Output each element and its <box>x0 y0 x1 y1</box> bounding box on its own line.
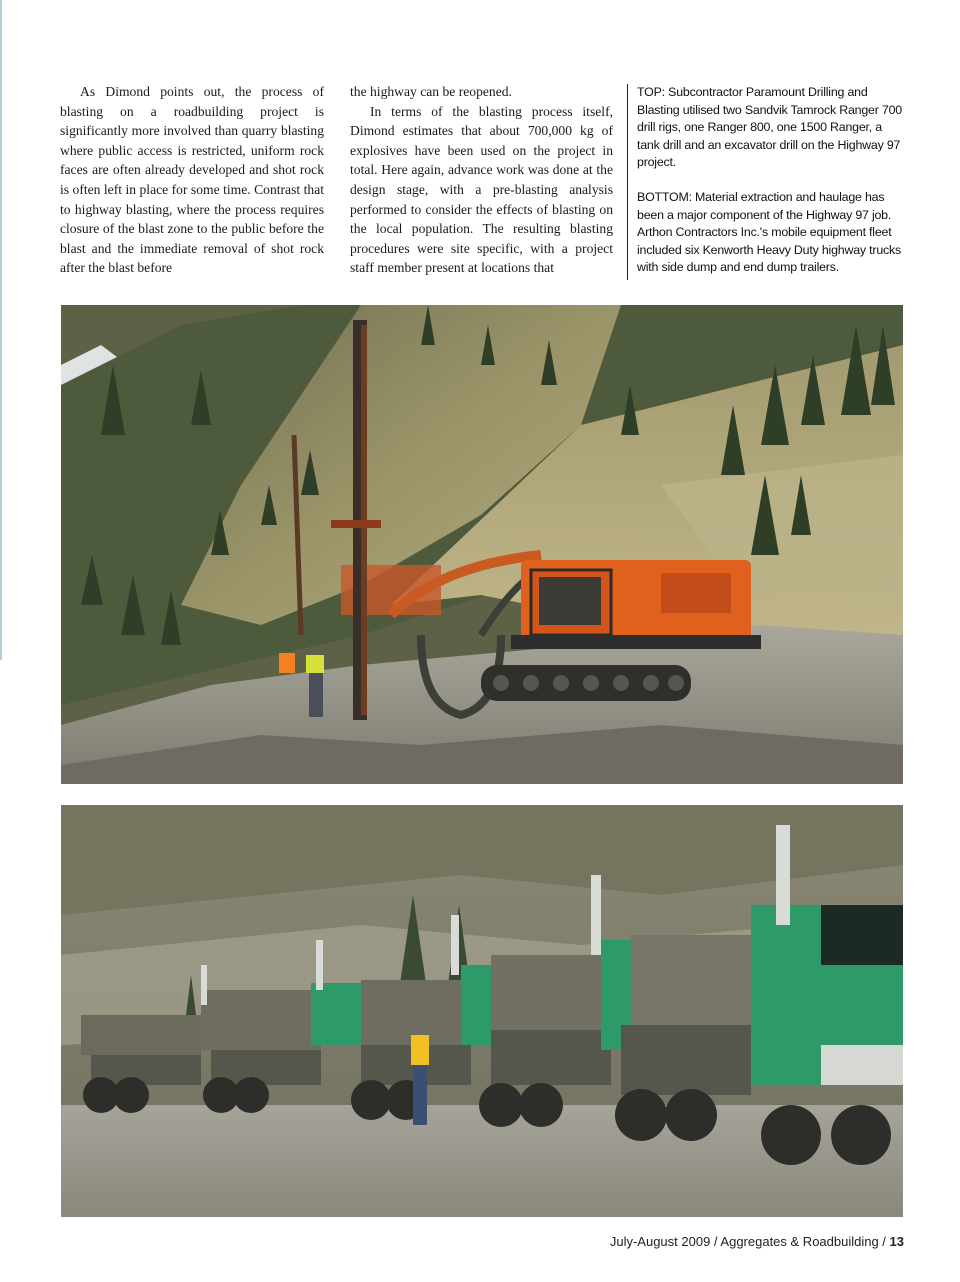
article-column-2 <box>350 82 613 278</box>
article-column-1 <box>60 82 324 278</box>
article-paragraph: In terms of the blasting process itself, Dimond estimates that about 700,000 kg of explosives have been used on the project in total. Here again, advance work was done at the design stage, with a pre-blasting analysis performed to consider the effects of blasting on the local population. The resulting blasting procedures were site specific, with a project staff member present at locations that <box>350 103 613 276</box>
photo-haul-trucks <box>61 805 903 1217</box>
caption-bottom: BOTTOM: Material extraction and haulage has been a major component of the Highway 97 job. Arthon Contractors Inc.'s mobile equipment fleet included six Kenworth Heavy Duty highway trucks with side dump and end dump trailers. <box>637 189 902 275</box>
page-edge-line <box>0 0 2 660</box>
page-number: 13 <box>889 1234 904 1249</box>
page-footer <box>610 1234 904 1249</box>
article-paragraph: As Dimond points out, the process of blasting on a roadbuilding project is significantly more involved than quarry blasting where public access is restricted, uniform rock faces are often already developed and shot rock is often left in place for some time. Contrast that to highway blasting, where the process requires closure of the blast zone to the public before the blast and the immediate removal of shot rock after the blast before <box>60 84 324 276</box>
caption-top: TOP: Subcontractor Paramount Drilling and Blasting utilised two Sandvik Tamrock Ranger 700 drill rigs, one Ranger 800, one 1500 Ranger, a tank drill and an excavator drill on the Highway 97 project. <box>637 85 902 170</box>
photo-drill-rigs <box>61 305 903 784</box>
footer-issue: July-August 2009 / Aggregates & Roadbuilding / <box>609 1234 890 1249</box>
article-paragraph: the highway can be reopened. <box>350 84 512 99</box>
photo-captions <box>627 84 907 280</box>
